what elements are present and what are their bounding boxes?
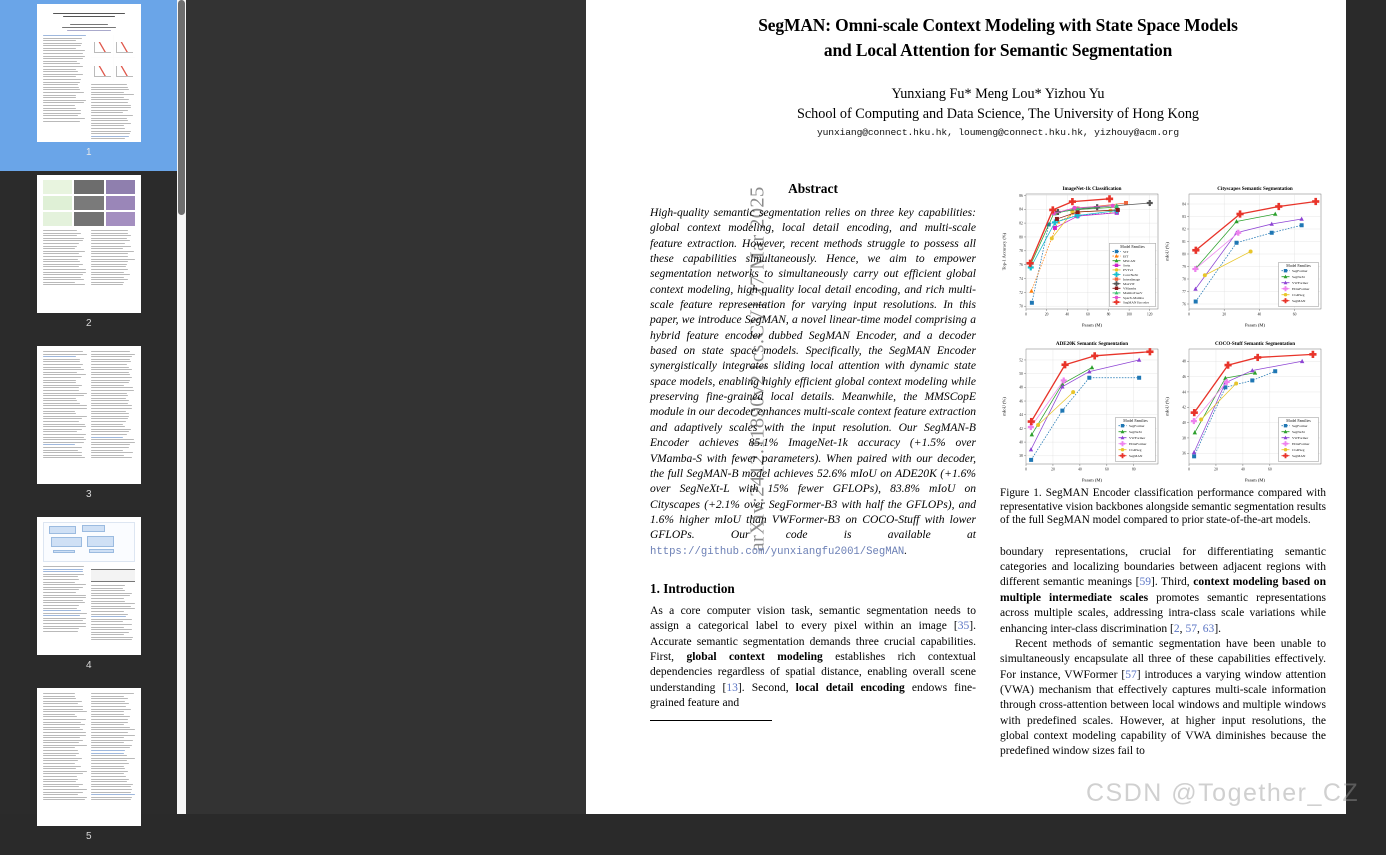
svg-text:ADE20K Semantic Segmentation: ADE20K Semantic Segmentation: [1055, 340, 1129, 347]
right2-run-b: ] introduces a varying window attention (VWA) mechanism that effectively captures multi-scale information through cross-attention between local windows and multiple windows with predefined scales. However, at higher input resolutions, the global context modeling capability of VWA diminishes because the predefined window sizes fail to: [1000, 668, 1326, 758]
svg-text:76: 76: [1019, 263, 1023, 268]
svg-text:Param (M): Param (M): [1244, 322, 1266, 328]
svg-text:0: 0: [1188, 312, 1190, 317]
svg-text:VWFormer: VWFormer: [1129, 436, 1146, 440]
thumbnail-page-number: 4: [85, 660, 93, 671]
thumbnail-page-1[interactable]: [0, 0, 178, 171]
figure-1-caption: Figure 1. SegMAN Encoder classification performance compared with representative vision backbones alongside semantic segmentation results of the full SegMAN model compared to prior state-of-the-art models.: [1000, 487, 1326, 527]
svg-text:VWFormer: VWFormer: [1292, 281, 1309, 285]
svg-text:Model Families: Model Families: [1286, 264, 1311, 269]
thumbnail-page-2[interactable]: [0, 171, 178, 342]
svg-text:SparX-Mamba: SparX-Mamba: [1123, 295, 1144, 300]
svg-text:38: 38: [1019, 454, 1023, 459]
svg-text:100: 100: [1126, 312, 1132, 317]
svg-text:80: 80: [1106, 312, 1111, 317]
svg-text:ConvNeXt: ConvNeXt: [1123, 272, 1139, 277]
svg-text:74: 74: [1019, 276, 1023, 281]
right-run-a: boundary representations, crucial for differentiating semantic categories and localizing boundaries between adjacent regions with different semantic meanings [: [1000, 545, 1326, 589]
svg-text:60: 60: [1086, 312, 1090, 317]
svg-text:Model Families: Model Families: [1286, 419, 1311, 424]
svg-text:44: 44: [1019, 413, 1023, 418]
thumbnail-page-3[interactable]: [0, 342, 178, 513]
abstract-text-run: High-quality semantic segmentation relies on three key capabilities: global context modeling, local detail encoding, and multi-scale feature extraction. However, recent methods struggle to possess all these capabilities simultaneously. Hence, we aim to empower segmentation networks to simultaneously carry out efficient global context modeling, high-quality local detail encoding, and rich multi-scale feature representation for varying input resolutions. In this paper, we introduce SegMAN, a novel linear-time model comprising a hybrid feature encoder dubbed SegMAN Encoder, and a decoder based on state space models. Specifically, the SegMAN Encoder synergistically integrates sliding local attention with dynamic state space models, enabling highly efficient global context modeling while preserving fine-grained local details. Meanwhile, the MMSCopE module in our decoder enhances multi-scale context feature extraction and adaptively scales with the input resolution. Our SegMAN-B Encoder achieves 85.1% ImageNet-1k accuracy (+1.5% over VMamba-S with fewer parameters). When paired with our decoder, the full SegMAN-B model achieves 52.6% mIoU on ADE20K (+1.6% over SegNeXt-L with 15% fewer GFLOPs), 83.8% mIoU on Cityscapes (+2.1% over SegFormer-B3 with half the GFLOPs), and 1.6% higher mIoU than VWFormer-B3 on COCO-Stuff with lower GFLOPs. Our code is available at: [650, 207, 976, 542]
svg-text:SegNeXt: SegNeXt: [1292, 275, 1305, 279]
svg-text:mIoU (%): mIoU (%): [1164, 242, 1170, 261]
svg-text:50: 50: [1019, 372, 1023, 377]
svg-text:MSCAN: MSCAN: [1123, 259, 1136, 263]
thumbnail-sidebar[interactable]: [0, 0, 186, 842]
chart-container-imagenet: [1000, 181, 1163, 336]
citation-2[interactable]: 2: [1173, 622, 1180, 635]
intro-bold-global-context-modeling: global context modeling: [686, 650, 823, 663]
footnote-rule: [650, 720, 772, 721]
svg-text:82: 82: [1182, 227, 1186, 232]
viewer-canvas-background: [186, 0, 586, 814]
pdf-page-1: [586, 0, 1346, 814]
citation-59[interactable]: 59: [1139, 576, 1152, 589]
citation-sep-2: ,: [1197, 622, 1203, 635]
chart-ade20k: [1000, 336, 1163, 486]
svg-text:SegFormer: SegFormer: [1292, 424, 1308, 428]
svg-text:mIoU (%): mIoU (%): [1001, 397, 1007, 416]
abstract-url[interactable]: https://github.com/yunxiangfu2001/SegMAN: [650, 545, 905, 558]
right2-run-a: Recent methods of semantic segmentation have been unable to simultaneously encapsulate all three of these capabilities effectively. For instance, VWFormer [: [1000, 637, 1326, 681]
right-run-c: promotes semantic representations across multiple scales, addressing intra-class scale variations while enhancing inter-class discrimination [: [1000, 591, 1326, 635]
svg-text:40: 40: [1019, 440, 1023, 445]
svg-text:VMamba: VMamba: [1123, 286, 1137, 291]
svg-text:VWFormer: VWFormer: [1292, 436, 1309, 440]
title-line-1: SegMAN: Omni-scale Context Modeling with State Space Models: [758, 15, 1238, 35]
svg-text:48: 48: [1182, 359, 1186, 364]
chart-cityscapes: [1163, 181, 1326, 331]
thumbnail-page-5[interactable]: [0, 684, 178, 855]
thumbnail-page-number: 2: [85, 318, 93, 329]
svg-text:COCO-Stuff Semantic Segmentati: COCO-Stuff Semantic Segmentation: [1214, 340, 1296, 347]
svg-text:EDAFormer: EDAFormer: [1292, 287, 1310, 291]
arxiv-stamp: arXiv:2412.11890v2 [cs.CV] 27 Mar 2025: [746, 186, 769, 552]
svg-text:40: 40: [1078, 467, 1082, 472]
svg-text:38: 38: [1182, 436, 1186, 441]
svg-text:ImageNet-1k Classification: ImageNet-1k Classification: [1062, 185, 1122, 192]
svg-text:SegFormer: SegFormer: [1292, 269, 1308, 273]
svg-text:83: 83: [1182, 214, 1186, 219]
citation-sep-1: ,: [1179, 622, 1186, 635]
chart-container-cityscapes: [1163, 181, 1326, 336]
document-body: [650, 0, 1346, 814]
svg-text:Param (M): Param (M): [1081, 477, 1103, 483]
thumbnail-page-4[interactable]: [0, 513, 178, 684]
svg-text:SegNeXt: SegNeXt: [1292, 430, 1305, 434]
svg-text:72: 72: [1019, 290, 1023, 295]
svg-text:82: 82: [1019, 221, 1023, 226]
svg-text:CGRSeg: CGRSeg: [1292, 448, 1305, 452]
abstract-heading: Abstract: [788, 181, 838, 196]
citation-13[interactable]: 13: [726, 681, 738, 694]
intro-run-d: ]. Second,: [737, 681, 796, 694]
svg-text:0: 0: [1188, 467, 1190, 472]
intro-run-b: ]. Accurate semantic segmentation demands three crucial capabilities. First,: [650, 620, 976, 663]
svg-text:80: 80: [1182, 252, 1186, 257]
svg-text:79: 79: [1182, 264, 1186, 269]
title-line-2: and Local Attention for Semantic Segmentation: [823, 40, 1173, 60]
citation-63[interactable]: 63: [1202, 622, 1215, 635]
svg-text:PVTv2: PVTv2: [1123, 268, 1134, 273]
svg-text:Model Families: Model Families: [1120, 244, 1145, 249]
watermark: CSDN @Together_CZ: [1086, 779, 1360, 807]
affiliation: School of Computing and Data Science, The University of Hong Kong: [796, 105, 1200, 122]
citation-57b[interactable]: 57: [1125, 668, 1137, 681]
svg-text:Param (M): Param (M): [1244, 477, 1266, 483]
page-title: [676, 13, 1320, 63]
svg-text:MaxViT: MaxViT: [1123, 282, 1135, 286]
intro-run-a: As a core computer vision task, semantic segmentation needs to assign a categorical label to every pixel within an image [: [650, 604, 976, 633]
figure-1-chart-grid: [1000, 181, 1326, 481]
left-column: [650, 176, 976, 760]
svg-text:CGRSeg: CGRSeg: [1129, 448, 1142, 452]
svg-text:SegMAN: SegMAN: [1129, 454, 1143, 458]
citation-35[interactable]: 35: [957, 620, 970, 633]
svg-text:Param (M): Param (M): [1081, 322, 1103, 328]
svg-text:120: 120: [1147, 312, 1153, 317]
svg-text:36: 36: [1182, 451, 1186, 456]
figure-1: [1000, 181, 1326, 528]
svg-text:84: 84: [1019, 207, 1023, 212]
svg-text:70: 70: [1019, 304, 1023, 309]
thumbnail-list: [0, 0, 178, 855]
svg-text:SegFormer: SegFormer: [1129, 424, 1145, 428]
svg-text:EfT: EfT: [1123, 254, 1129, 259]
svg-text:60: 60: [1292, 312, 1297, 317]
svg-text:MambaTreeV: MambaTreeV: [1123, 291, 1143, 296]
right-paragraph-2: [1000, 637, 1326, 760]
svg-text:60: 60: [1105, 467, 1109, 472]
svg-text:80: 80: [1131, 467, 1136, 472]
two-column-body: [650, 176, 1346, 760]
svg-text:CGRSeg: CGRSeg: [1292, 293, 1305, 297]
intro-paragraph-1: [650, 604, 976, 711]
right-column: [1000, 176, 1326, 760]
svg-text:mIoU (%): mIoU (%): [1164, 397, 1170, 416]
svg-text:EDAFormer: EDAFormer: [1129, 442, 1147, 446]
thumbnail-page-number: 3: [85, 489, 93, 500]
svg-text:40: 40: [1065, 312, 1070, 317]
svg-text:Top-1 Accuracy (%): Top-1 Accuracy (%): [1001, 232, 1007, 271]
svg-text:EDAFormer: EDAFormer: [1292, 442, 1310, 446]
svg-text:44: 44: [1182, 390, 1186, 395]
abstract-body: [650, 206, 976, 560]
chart-imagenet: [1000, 181, 1163, 331]
svg-text:77: 77: [1182, 289, 1186, 294]
svg-text:20: 20: [1214, 467, 1218, 472]
svg-text:42: 42: [1182, 405, 1186, 410]
citation-57[interactable]: 57: [1185, 622, 1197, 635]
svg-text:40: 40: [1257, 312, 1262, 317]
intro-run-e: endows fine-grained feature and: [650, 681, 976, 709]
thumbnail-preview: [37, 688, 141, 826]
right-bold-context-modeling: context modeling based on multiple intermediate scales: [1000, 576, 1326, 604]
author-list: Yunxiang Fu* Meng Lou* Yizhou Yu: [891, 86, 1105, 102]
svg-text:InternImage: InternImage: [1123, 277, 1141, 282]
svg-text:80: 80: [1019, 235, 1023, 240]
svg-text:81: 81: [1182, 239, 1186, 244]
svg-text:48: 48: [1019, 385, 1023, 390]
svg-text:Model Families: Model Families: [1123, 419, 1148, 424]
thumbnail-scrollbar-thumb[interactable]: [178, 0, 185, 215]
thumbnail-preview: [37, 517, 141, 655]
svg-text:SegMAN: SegMAN: [1292, 299, 1306, 303]
section-heading-introduction: 1. Introduction: [650, 580, 735, 596]
author-emails: yunxiang@connect.hku.hk, loumeng@connect.hku.hk, yizhouy@acm.org: [816, 126, 1180, 138]
chart-container-cocostuff: [1163, 336, 1326, 491]
svg-text:0: 0: [1025, 312, 1027, 317]
intro-bold-local-detail-encoding: local detail encoding: [795, 681, 905, 694]
svg-text:20: 20: [1051, 467, 1055, 472]
svg-text:40: 40: [1182, 421, 1186, 425]
thumbnail-page-number: 1: [85, 147, 93, 158]
chart-cocostuff: [1163, 336, 1326, 486]
svg-text:76: 76: [1182, 302, 1186, 307]
right-run-b: ]. Third,: [1151, 576, 1194, 589]
svg-text:SegNeXt: SegNeXt: [1129, 430, 1142, 434]
svg-text:42: 42: [1019, 426, 1023, 431]
svg-text:20: 20: [1044, 312, 1049, 317]
right-paragraph-1: [1000, 545, 1326, 637]
thumbnail-preview: [37, 4, 141, 142]
svg-text:SegMAN: SegMAN: [1292, 454, 1306, 458]
thumbnail-page-number: 5: [85, 831, 93, 842]
svg-text:ViT: ViT: [1123, 249, 1129, 254]
abstract-period: .: [904, 544, 908, 557]
svg-text:86: 86: [1019, 193, 1023, 198]
svg-text:46: 46: [1182, 375, 1186, 379]
chart-container-ade20k: [1000, 336, 1163, 491]
right-run-d: ].: [1214, 622, 1222, 635]
thumbnail-preview: [37, 175, 141, 313]
svg-text:46: 46: [1019, 399, 1023, 404]
intro-run-c: establishes rich contextual dependencies regardless of spatial distance, enabling overall scene understanding [: [650, 650, 976, 694]
svg-text:0: 0: [1025, 467, 1027, 472]
svg-text:40: 40: [1241, 467, 1245, 472]
svg-text:20: 20: [1222, 312, 1226, 317]
svg-text:52: 52: [1019, 358, 1023, 363]
svg-text:SegMAN Encoder: SegMAN Encoder: [1123, 300, 1149, 305]
svg-text:Swin: Swin: [1123, 263, 1131, 268]
svg-text:60: 60: [1268, 467, 1272, 472]
svg-text:78: 78: [1182, 277, 1186, 282]
svg-text:Cityscapes Semantic Segmentati: Cityscapes Semantic Segmentation: [1217, 185, 1293, 192]
thumbnail-preview: [37, 346, 141, 484]
svg-text:84: 84: [1182, 202, 1186, 207]
svg-text:78: 78: [1019, 249, 1023, 254]
